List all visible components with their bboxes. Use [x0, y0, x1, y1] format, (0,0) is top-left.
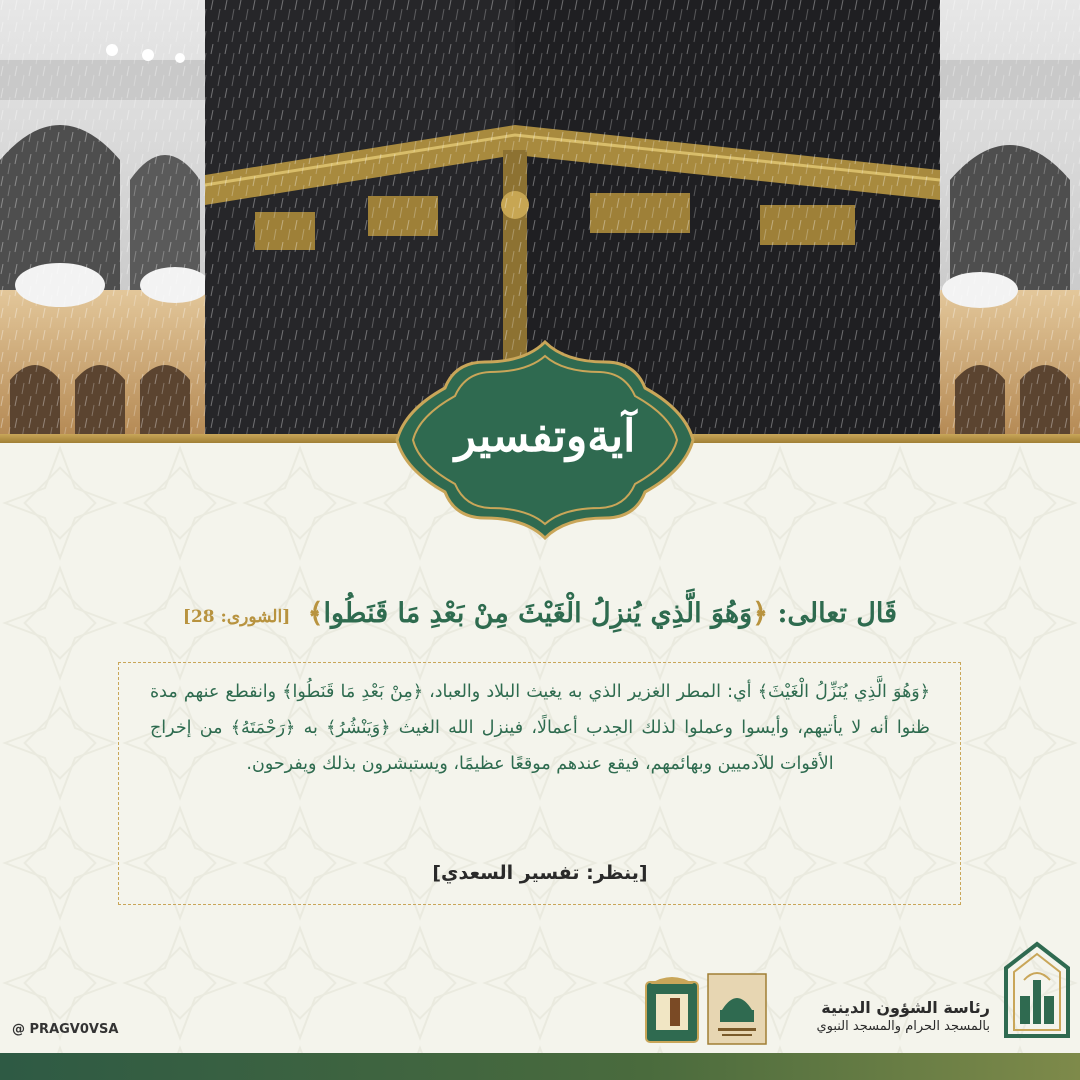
verse-text: وَهُوَ الَّذِي يُنزِلُ الْغَيْثَ مِنْ بَعْدِ مَا قَنَطُوا: [323, 598, 753, 629]
tafsir-quote-2: ﴿مِنْ بَعْدِ مَا قَنَطُوا﴾: [282, 682, 423, 702]
org-name-line1: رئاسة الشؤون الدينية: [821, 998, 990, 1017]
footer-bar: [0, 1053, 1080, 1080]
tafsir-paragraph: [150, 674, 930, 782]
social-handle: @ PRAGV0VSA: [12, 1022, 119, 1037]
tafsir-text-4: من إخراج الأقوات للآدميين وبهائمهم، فيقع عندهم موقعًا عظيمًا، ويستبشرون بذلك ويفرحون.: [150, 718, 834, 774]
verse-reference: [الشورى: 28]: [182, 607, 291, 627]
verse-intro: قَال تعالى:: [777, 598, 898, 629]
tafsir-text-2: وانقطع عنهم مدة ظنوا أنه لا يأتيهم، وأيسوا وعملوا لذلك الجدب أعمالًا، فينزل الله الغيث: [150, 682, 930, 738]
tafsir-quote-1: ﴿وَهُوَ الَّذِي يُنَزِّلُ الْغَيْثَ﴾: [757, 682, 930, 702]
tafsir-text-1: أي: المطر الغزير الذي به يغيث البلاد والعباد،: [422, 682, 758, 702]
library-logo-icon: [642, 968, 702, 1046]
verse-open-bracket: ﴿: [752, 598, 769, 629]
org-name-line2: بالمسجد الحرام والمسجد النبوي: [816, 1019, 990, 1034]
tafsir-source: [ينظر: تفسير السعدي]: [432, 862, 648, 884]
tafsir-quote-4: ﴿رَحْمَتَهُ﴾: [230, 718, 296, 738]
tafsir-text-3: به: [295, 718, 327, 738]
mosque-seal-icon: [706, 972, 768, 1046]
quran-verse: [110, 598, 970, 629]
verse-close-bracket: ﴾: [307, 598, 324, 629]
presidency-emblem-icon: [1002, 940, 1072, 1040]
tafsir-quote-3: ﴿وَيَنْشُرُ﴾: [326, 718, 391, 738]
banner-title: آيةوتفسير: [454, 411, 636, 462]
organization-name: [770, 998, 990, 1036]
